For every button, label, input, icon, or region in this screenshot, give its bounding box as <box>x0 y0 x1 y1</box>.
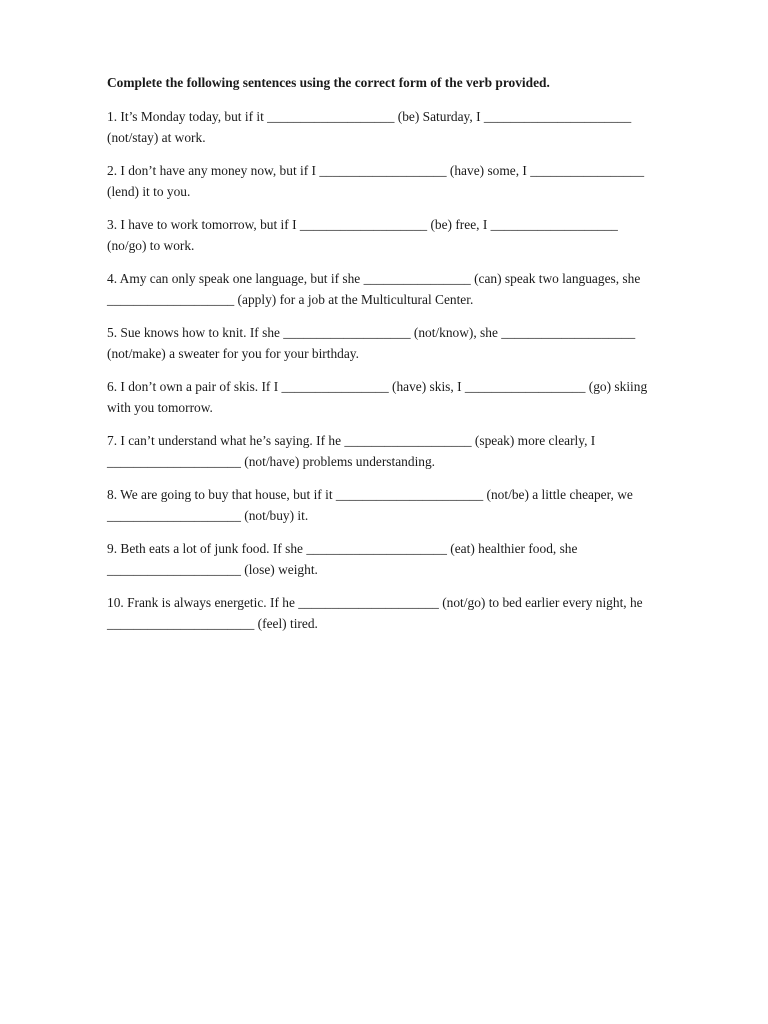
exercise-item-6 <box>107 377 727 431</box>
exercise-item-5 <box>107 323 727 377</box>
exercise-item-1 <box>107 107 727 161</box>
exercise-item-8 <box>107 485 727 539</box>
exercise-1-line-1: 1. It’s Monday today, but if it ___________________ (be) Saturday, I ______________________ <box>107 109 632 124</box>
exercise-item-2 <box>107 161 727 215</box>
exercise-3-line-1: 3. I have to work tomorrow, but if I ___________________ (be) free, I ___________________ <box>107 217 618 232</box>
exercise-6-line-1: 6. I don’t own a pair of skis. If I ________________ (have) skis, I __________________ (go) skiing <box>107 379 648 394</box>
exercise-7-line-1: 7. I can’t understand what he’s saying. If he ___________________ (speak) more clearly, I <box>107 433 596 448</box>
exercise-6-line-2: with you tomorrow. <box>107 399 213 415</box>
exercise-5-line-1: 5. Sue knows how to knit. If she ___________________ (not/know), she ____________________ <box>107 325 636 340</box>
exercise-item-7 <box>107 431 727 485</box>
exercise-item-3 <box>107 215 727 269</box>
exercise-2-line-1: 2. I don’t have any money now, but if I ___________________ (have) some, I _________________ <box>107 163 645 178</box>
exercise-10-line-2: ______________________ (feel) tired. <box>107 615 318 631</box>
exercise-8-line-1: 8. We are going to buy that house, but if it ______________________ (not/be) a little cheaper, we <box>107 487 633 502</box>
exercise-10-line-1: 10. Frank is always energetic. If he _____________________ (not/go) to bed earlier every night, he <box>107 595 643 610</box>
exercise-9-line-2: ____________________ (lose) weight. <box>107 561 318 577</box>
exercise-item-4 <box>107 269 727 323</box>
exercise-item-9 <box>107 539 727 593</box>
exercise-4-line-1: 4. Amy can only speak one language, but if she ________________ (can) speak two languages, she <box>107 271 641 286</box>
exercise-2-line-2: (lend) it to you. <box>107 183 191 199</box>
exercise-1-line-2: (not/stay) at work. <box>107 129 206 145</box>
exercise-9-line-1: 9. Beth eats a lot of junk food. If she _____________________ (eat) healthier food, she <box>107 541 578 556</box>
instructions-heading: Complete the following sentences using the correct form of the verb provided. <box>107 75 550 90</box>
exercise-7-line-2: ____________________ (not/have) problems understanding. <box>107 453 436 469</box>
exercise-8-line-2: ____________________ (not/buy) it. <box>107 507 309 523</box>
exercise-item-10 <box>107 593 727 647</box>
exercise-4-line-2: ___________________ (apply) for a job at the Multicultural Center. <box>107 291 474 307</box>
exercise-list <box>107 107 727 647</box>
exercise-3-line-2: (no/go) to work. <box>107 237 195 253</box>
exercise-5-line-2: (not/make) a sweater for you for your birthday. <box>107 345 359 361</box>
